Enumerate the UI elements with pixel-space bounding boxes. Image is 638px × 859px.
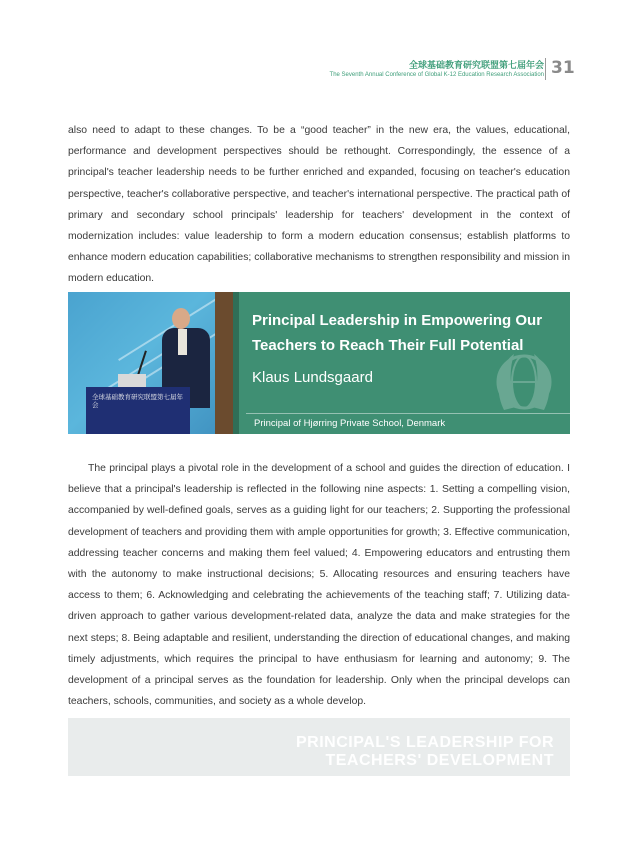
podium-sign-text: 全球基础教育研究联盟第七届年会: [92, 393, 183, 409]
talk-title: Principal Leadership in Empowering Our Teachers to Reach Their Full Potential: [252, 312, 543, 354]
body-paragraph-2: The principal plays a pivotal role in the development of a school and guides the direction of education. I believe that a principal's leadership is reflected in the following nine aspects: 1. Setting a compelling vision, accompanied by well-defined goals, serves as a guiding light for our teachers; 2. Supporting the professional development of teachers and providing them with ample opportunities for growth; 3. Effective communication, addressing teacher concerns and making them feel valued; 4. Empowering educators and entrusting them with the autonomy to make instructional decisions; 5. Allocating resources and ensuring teachers have access to them; 6. Acknowledging and celebrating the achievements of the teaching staff; 7. Utilizing data-driven approach to gather various development-related data, analyze the data and make strategies for the next steps; 8. Being adaptable and resilient, understanding the direction of educational changes, and making timely adjustments, which requires the principal to have enthusiasm for learning and autonomy; 9. The development of a principal serves as the foundation for leadership. Only when the principal develops can teachers, schools, communities, and society as a whole develop.: [68, 463, 570, 708]
speaker-photo: [68, 292, 233, 434]
footer-title-line-1: PRINCIPAL'S LEADERSHIP FOR: [295, 734, 554, 751]
wall-panel: [215, 292, 233, 434]
speaker-shirt: [178, 329, 187, 355]
speaker-name: Klaus Lundsgaard: [252, 369, 373, 386]
speaker-role: Principal of Hjørring Private School, Denmark: [254, 418, 446, 429]
header-title-cn: 全球基础教育研究联盟第七届年会: [408, 61, 544, 71]
footer-title-line-2: TEACHERS' DEVELOPMENT: [325, 752, 554, 769]
banner-divider: [233, 292, 239, 434]
header-subtitle-en: The Seventh Annual Conference of Global K-12 Education Research Association: [329, 72, 544, 78]
globe-emblem-icon: [484, 340, 564, 420]
speaker-head: [172, 308, 190, 329]
laptop: [118, 374, 146, 388]
body-paragraph-1: also need to adapt to these changes. To be a “good teacher” in the new era, the values, educational, performance and development perspectives should be rethought. Correspondingly, the essence of a principal's teacher leadership needs to be further enriched and expanded, focusing on teacher's education perspective, teacher's collaborative perspective, and teacher's international perspective. The practical path of primary and secondary school principals' leadership for teachers' development in the context of modernization includes: value leadership to form a modern education consensus; establish platforms to enhance modern education capabilities; collaborative mechanisms to strengthen responsibility and mission in modern education.: [68, 125, 570, 285]
speaker-banner: [68, 292, 570, 434]
header-divider: [545, 58, 546, 80]
page-number: 31: [551, 58, 575, 78]
section-footer: [68, 718, 570, 776]
